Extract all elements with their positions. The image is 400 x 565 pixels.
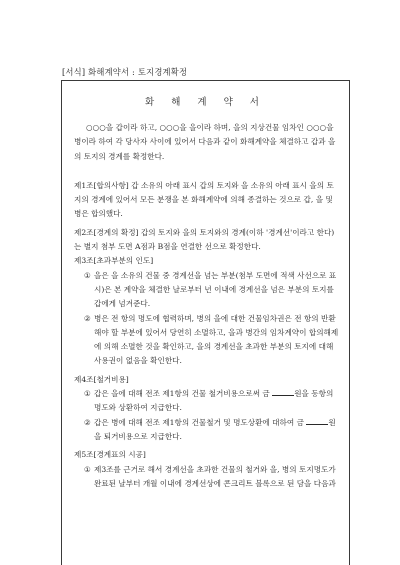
article-2: [74, 226, 339, 255]
article-2-heading: 제2조[경계의 확정]: [74, 227, 139, 237]
article-1-text: 갑 소유의 아래 표시 갑의 토지와 을 소유의 아래 표시 을의 토지의 경계에 있어서 모든 분쟁을 본 화해계약에 의해 종결하는 것으로 갑, 을 및 병은 합의했다.: [74, 180, 334, 219]
item-text: 제3조를 근거로 해서 경계선을 초과한 건물의 철거와 을, 병의 토지명도가 완료된 날부터 개월 이내에 경계선상에 콘크리트 블록으로 된 담을 다음과: [94, 464, 336, 488]
item-text-post: 원을 퇴거비용으로 지급한다.: [94, 417, 336, 441]
document-caption: [서식] 화해계약서 : 토지경계확정: [62, 67, 188, 77]
article-4-heading: 제4조[철거비용]: [74, 374, 129, 384]
contract-frame: [61, 80, 350, 565]
article-3-heading: 제3조[초과부분의 인도]: [74, 256, 154, 266]
article-3-items: [74, 269, 339, 369]
item-number: ②: [84, 313, 91, 323]
contract-body: [74, 121, 339, 491]
article-3-item-1: [84, 269, 339, 312]
article-4-item-2: [84, 416, 339, 445]
article-4-items: [74, 387, 339, 444]
article-5-heading: 제5조[경계표의 시공]: [74, 450, 146, 460]
item-number: ①: [84, 389, 91, 399]
article-1-heading: 제1조[합의사항]: [74, 180, 129, 190]
article-5-items: [74, 463, 339, 492]
item-text: 을은 을 소유의 건물 중 경계선을 넘는 부분(첨부 도면에 적색 사선으로 표시)은 본 계약을 체결한 날로부터 년 이내에 경계선을 넘은 부분의 토지를 갑에게 넘겨준다.: [94, 270, 337, 309]
article-1: [74, 179, 339, 222]
intro-paragraph: ○○○을 갑이라 하고, ○○○을 을이라 하며, 을의 지상건물 임차인 ○○○을 병이라 하여 각 당사자 사이에 있어서 다음과 같이 화해계약을 체결하고 갑과 을의 토지의 경계를 확정한다.: [74, 123, 336, 161]
item-text-pre: 갑은 을에 대해 전조 제1항의 건물 철거비용으로써 금: [94, 389, 270, 399]
item-text-post: 원을 동항의 명도와 상환하여 지급한다.: [94, 389, 334, 413]
amount-blank: [272, 388, 294, 396]
article-5-item-1: [84, 463, 339, 492]
item-text-pre: 갑은 병에 대해 전조 제1항의 건물철거 및 명도상환에 대하여 금: [94, 417, 304, 427]
item-number: ②: [84, 417, 91, 427]
amount-blank: [306, 417, 328, 425]
item-number: ①: [84, 464, 91, 474]
document-title: 화 해 계 약 서: [145, 97, 266, 108]
article-4-item-1: [84, 387, 339, 416]
item-text: 병은 전 항의 명도에 협력하며, 병의 을에 대한 건물임차권은 전 항의 반환해야 할 부분에 있어서 당연히 소멸하고, 을과 병간의 임차계약이 합의해제에 의해 소멸한 것을 확인하고, 을의 경계선을 초과한 부분의 토지에 대해 사용권이 없음을 확인한다.: [94, 313, 339, 366]
article-3-item-2: [84, 312, 339, 369]
item-number: ①: [84, 270, 91, 280]
article-2-text: 갑의 토지와 을의 토지와의 경계(이하 '경계선'이라고 한다)는 별지 첨부 도면 A점과 B점을 연결한 선으로 확정한다.: [74, 227, 335, 252]
